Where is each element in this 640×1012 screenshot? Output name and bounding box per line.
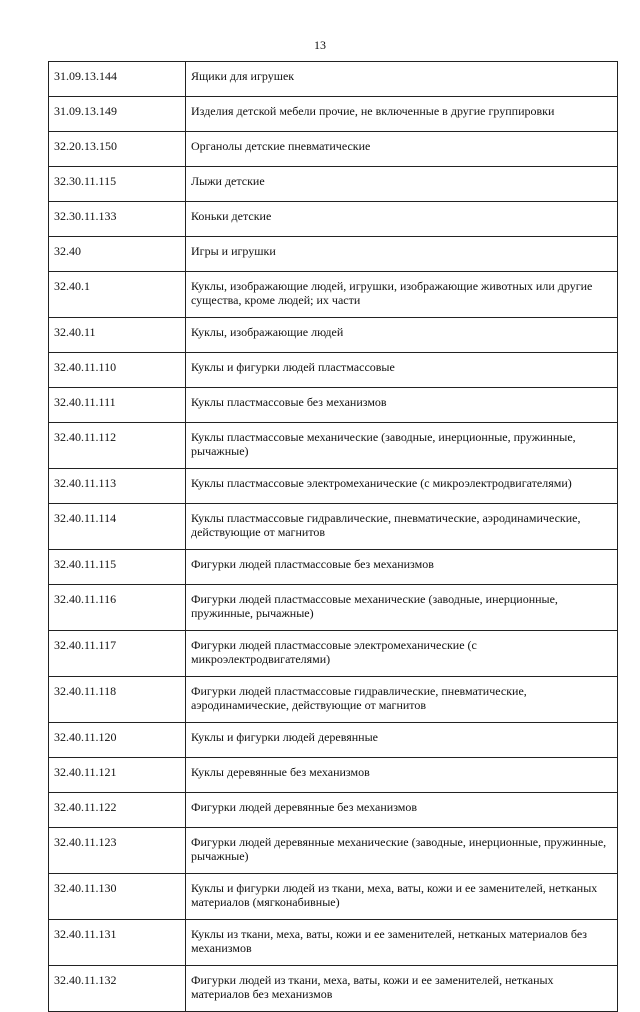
table-row: [49, 550, 618, 585]
description-cell: Куклы пластмассовые механические (заводные, инерционные, пружинные, рычажные): [186, 423, 618, 469]
code-cell: 32.40.11.112: [49, 423, 186, 469]
description-cell: Фигурки людей пластмассовые без механизмов: [186, 550, 618, 585]
table-body: [49, 62, 618, 1012]
description-cell: Куклы из ткани, меха, ваты, кожи и ее заменителей, нетканых материалов без механизмов: [186, 920, 618, 966]
product-code-table: [48, 61, 618, 1012]
code-cell: 32.40.11.120: [49, 723, 186, 758]
code-cell: 31.09.13.149: [49, 97, 186, 132]
page-number: 13: [314, 38, 326, 52]
code-cell: 32.40.11.110: [49, 353, 186, 388]
table-row: [49, 966, 618, 1012]
description-cell: Ящики для игрушек: [186, 62, 618, 97]
code-cell: 32.30.11.115: [49, 167, 186, 202]
code-cell: 32.40.11: [49, 318, 186, 353]
code-cell: 32.40.11.122: [49, 793, 186, 828]
description-cell: Куклы, изображающие людей, игрушки, изображающие животных или другие существа, кроме людей; их части: [186, 272, 618, 318]
description-cell: Лыжи детские: [186, 167, 618, 202]
description-cell: Фигурки людей пластмассовые механические (заводные, инерционные, пружинные, рычажные): [186, 585, 618, 631]
description-cell: Куклы и фигурки людей пластмассовые: [186, 353, 618, 388]
table-row: [49, 318, 618, 353]
code-cell: 32.40.11.113: [49, 469, 186, 504]
code-cell: 32.40.11.111: [49, 388, 186, 423]
code-cell: 32.40.11.117: [49, 631, 186, 677]
table-row: [49, 423, 618, 469]
table-row: [49, 469, 618, 504]
code-cell: 32.40.11.115: [49, 550, 186, 585]
table-row: [49, 353, 618, 388]
table-row: [49, 631, 618, 677]
description-cell: Фигурки людей деревянные механические (заводные, инерционные, пружинные, рычажные): [186, 828, 618, 874]
table-row: [49, 585, 618, 631]
table-row: [49, 202, 618, 237]
table-row: [49, 62, 618, 97]
table-row: [49, 167, 618, 202]
table-row: [49, 132, 618, 167]
table-row: [49, 388, 618, 423]
description-cell: Изделия детской мебели прочие, не включенные в другие группировки: [186, 97, 618, 132]
table-row: [49, 874, 618, 920]
description-cell: Органолы детские пневматические: [186, 132, 618, 167]
table-row: [49, 504, 618, 550]
code-cell: 32.40.11.114: [49, 504, 186, 550]
description-cell: Куклы и фигурки людей деревянные: [186, 723, 618, 758]
code-cell: 32.40.11.132: [49, 966, 186, 1012]
description-cell: Фигурки людей пластмассовые электромеханические (с микроэлектродвигателями): [186, 631, 618, 677]
table-row: [49, 793, 618, 828]
code-cell: 32.40.11.131: [49, 920, 186, 966]
table-row: [49, 237, 618, 272]
table-row: [49, 677, 618, 723]
table-row: [49, 272, 618, 318]
code-cell: 32.40.11.123: [49, 828, 186, 874]
description-cell: Куклы деревянные без механизмов: [186, 758, 618, 793]
code-cell: 32.40.11.118: [49, 677, 186, 723]
description-cell: Куклы и фигурки людей из ткани, меха, ваты, кожи и ее заменителей, нетканых материалов (мягконабивные): [186, 874, 618, 920]
table-row: [49, 758, 618, 793]
table-row: [49, 828, 618, 874]
code-cell: 32.40.11.130: [49, 874, 186, 920]
description-cell: Фигурки людей деревянные без механизмов: [186, 793, 618, 828]
table-row: [49, 723, 618, 758]
description-cell: Коньки детские: [186, 202, 618, 237]
description-cell: Куклы пластмассовые без механизмов: [186, 388, 618, 423]
code-cell: 32.20.13.150: [49, 132, 186, 167]
code-cell: 32.40: [49, 237, 186, 272]
code-cell: 32.40.11.121: [49, 758, 186, 793]
description-cell: Куклы, изображающие людей: [186, 318, 618, 353]
code-cell: 32.30.11.133: [49, 202, 186, 237]
description-cell: Куклы пластмассовые гидравлические, пневматические, аэродинамические, действующие от магнитов: [186, 504, 618, 550]
description-cell: Куклы пластмассовые электромеханические (с микроэлектродвигателями): [186, 469, 618, 504]
description-cell: Фигурки людей пластмассовые гидравлические, пневматические, аэродинамические, действующие от магнитов: [186, 677, 618, 723]
table-row: [49, 920, 618, 966]
description-cell: Фигурки людей из ткани, меха, ваты, кожи и ее заменителей, нетканых материалов без механизмов: [186, 966, 618, 1012]
code-cell: 32.40.1: [49, 272, 186, 318]
table-row: [49, 97, 618, 132]
code-cell: 31.09.13.144: [49, 62, 186, 97]
code-cell: 32.40.11.116: [49, 585, 186, 631]
description-cell: Игры и игрушки: [186, 237, 618, 272]
